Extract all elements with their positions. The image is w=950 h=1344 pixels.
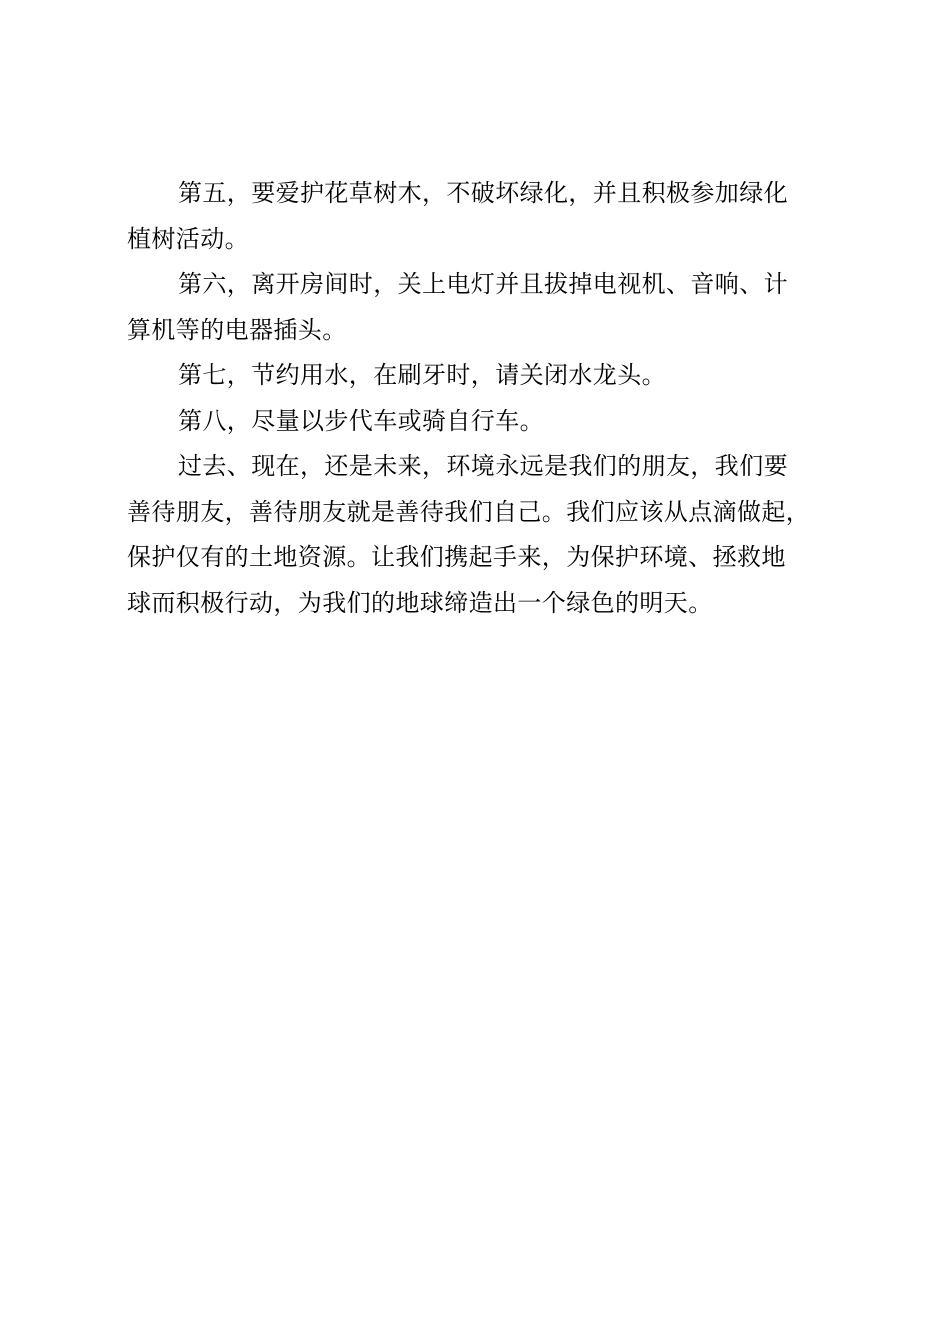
paragraph-line: 第八，尽量以步代车或骑自行车。 (178, 406, 544, 435)
paragraph-line: 第七，节约用水，在刷牙时，请关闭水龙头。 (178, 361, 666, 389)
paragraph-fifth (127, 171, 851, 262)
paragraph-line: 植树活动。 (127, 224, 249, 253)
paragraph-line: 保护仅有的土地资源。让我们携起手来，为保护环境、拯救地 (127, 543, 786, 571)
paragraph-line: 善待朋友，善待朋友就是善待我们自己。我们应该从点滴做起， (127, 497, 811, 526)
paragraph-sixth (127, 262, 851, 353)
paragraph-seventh (127, 353, 851, 399)
paragraph-eighth (127, 399, 851, 445)
document-body (127, 171, 851, 626)
paragraph-line: 球而积极行动，为我们的地球缔造出一个绿色的明天。 (127, 588, 713, 617)
paragraph-line: 第六，离开房间时，关上电灯并且拔掉电视机、音响、计 (178, 270, 788, 298)
paragraph-line: 过去、现在，还是未来，环境永远是我们的朋友，我们要 (178, 452, 788, 480)
paragraph-conclusion (127, 444, 851, 626)
paragraph-line: 第五，要爱护花草树木，不破坏绿化，并且积极参加绿化 (178, 179, 788, 207)
paragraph-line: 算机等的电器插头。 (127, 315, 347, 344)
